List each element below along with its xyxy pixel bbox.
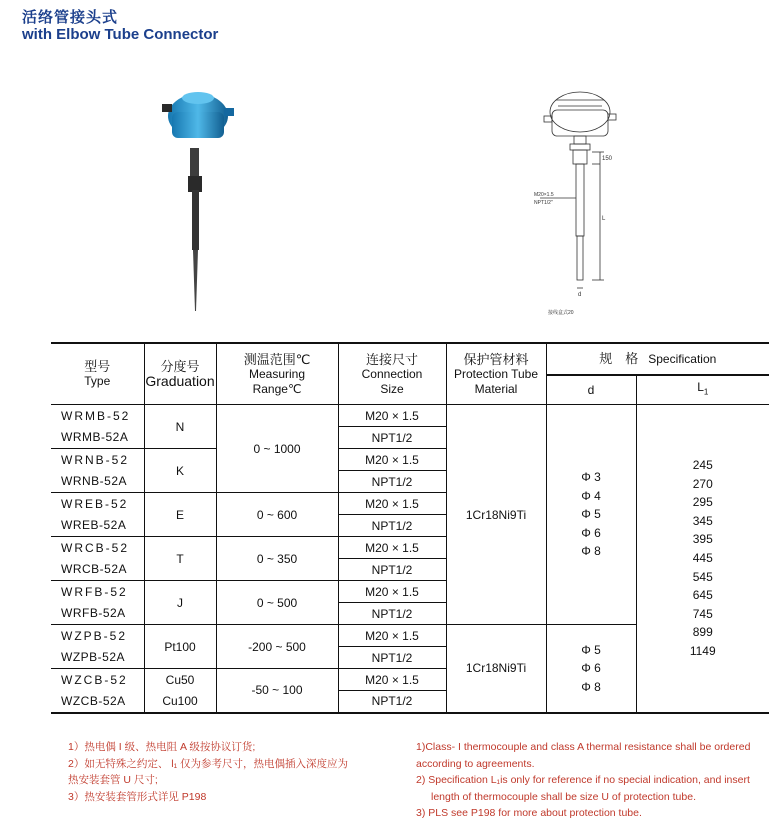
- product-photo: [160, 86, 240, 316]
- connection-cell: M20 × 1.5: [338, 537, 446, 559]
- dim-150: 150: [602, 156, 613, 162]
- header-specification: 规 格 Specification: [546, 343, 769, 375]
- header-graduation: 分度号 Graduation: [144, 343, 216, 405]
- graduation-cell: T: [144, 537, 216, 581]
- range-cell: 0 ~ 350: [216, 537, 338, 581]
- material-cell: 1Cr18Ni9Ti: [446, 625, 546, 713]
- graduation-cell: Pt100: [144, 625, 216, 669]
- header-L: $L_1$: [636, 375, 769, 405]
- note-line: 3）热安装套管形式详见 P198: [68, 790, 207, 803]
- type-cell: WZPB-52: [61, 628, 128, 643]
- type-cell: WRFB-52A: [61, 606, 126, 621]
- type-cell: WZCB-52A: [61, 694, 126, 708]
- dim-L: L: [602, 216, 606, 222]
- notes-chinese: [68, 739, 348, 805]
- connection-cell: M20 × 1.5: [338, 669, 446, 691]
- type-cell: WZPB-52A: [61, 650, 126, 665]
- connection-cell: M20 × 1.5: [338, 449, 446, 471]
- note-line: 2）如无特殊之约定、 l₁ 仅为参考尺寸，热电偶插入深度应为: [68, 757, 349, 770]
- page-title-cn: 活络管接头式: [22, 9, 119, 26]
- note-line: 热安装套管 U 尺寸;: [68, 774, 158, 786]
- type-cell: WRNB-52A: [61, 474, 128, 489]
- note-line: 3) PLS see P198 for more about protection tube.: [416, 807, 642, 819]
- d-values-1: Φ 3 Φ 4 Φ 5 Φ 6 Φ 8: [546, 405, 636, 625]
- dim-thread: M20×1.5: [534, 192, 554, 198]
- type-cell: WZCB-52: [61, 672, 128, 687]
- graduation-cell: E: [144, 493, 216, 537]
- drawing-caption: 接线盒式20: [548, 310, 574, 316]
- range-cell: 0 ~ 1000: [216, 405, 338, 493]
- connection-cell: NPT1/2: [338, 515, 446, 537]
- type-cell: WRFB-52: [61, 584, 128, 599]
- header-connection: 连接尺寸 Connection Size: [338, 343, 446, 405]
- connection-cell: NPT1/2: [338, 647, 446, 669]
- type-cell: WRMB-52A: [61, 430, 129, 445]
- notes-english: [416, 739, 776, 822]
- type-cell: WRCB-52A: [61, 562, 128, 577]
- range-cell: -200 ~ 500: [216, 625, 338, 669]
- header-type: 型号 Type: [84, 359, 111, 388]
- connection-cell: M20 × 1.5: [338, 405, 446, 427]
- range-cell: 0 ~ 500: [216, 581, 338, 625]
- connection-cell: M20 × 1.5: [338, 581, 446, 603]
- note-line: according to agreements.: [416, 757, 535, 770]
- connection-cell: NPT1/2: [338, 471, 446, 493]
- type-cell: WRCB-52: [61, 540, 130, 555]
- graduation-cell: J: [144, 581, 216, 625]
- connection-cell: NPT1/2: [338, 427, 446, 449]
- header-range: 测温范围℃ Measuring Range℃: [216, 343, 338, 405]
- graduation-cell: Cu50: [144, 669, 216, 691]
- dimension-drawing: [520, 80, 620, 320]
- connection-cell: M20 × 1.5: [338, 625, 446, 647]
- type-cell: WREB-52: [61, 496, 129, 511]
- d-values-2: Φ 5 Φ 6 Φ 8: [546, 625, 636, 713]
- type-cell: WRMB-52: [61, 408, 131, 423]
- graduation-cell: N: [144, 405, 216, 449]
- L-values: 245 270 295 345 395 445 545 645 745 899 1149: [636, 405, 769, 713]
- connection-cell: NPT1/2: [338, 603, 446, 625]
- graduation-cell: Cu100: [144, 691, 216, 713]
- header-material: 保护管材料 Protection Tube Material: [446, 343, 546, 405]
- connection-cell: NPT1/2: [338, 559, 446, 581]
- connection-cell: NPT1/2: [338, 691, 446, 713]
- dim-thread-npt: NPT1/2": [534, 200, 553, 206]
- type-cell: WREB-52A: [61, 518, 127, 533]
- range-cell: 0 ~ 600: [216, 493, 338, 537]
- type-cell: WRNB-52: [61, 452, 130, 467]
- graduation-cell: K: [144, 449, 216, 493]
- header-d: d: [546, 375, 636, 405]
- note-line: 1)Class- I thermocouple and class A thermal resistance shall be ordered: [416, 741, 751, 753]
- dim-d: d: [578, 292, 582, 298]
- page-title-en: with Elbow Tube Connector: [22, 26, 219, 43]
- note-line: length of thermocouple shall be size U of protection tube.: [431, 790, 696, 803]
- material-cell: 1Cr18Ni9Ti: [446, 405, 546, 625]
- connection-cell: M20 × 1.5: [338, 493, 446, 515]
- note-line: 2) Specification L₁is only for reference if no special indication, and insert: [416, 774, 750, 786]
- specification-table: [51, 342, 769, 714]
- note-line: 1）热电偶 I 级、热电阻 A 级按协议订货;: [68, 741, 256, 753]
- range-cell: -50 ~ 100: [216, 669, 338, 713]
